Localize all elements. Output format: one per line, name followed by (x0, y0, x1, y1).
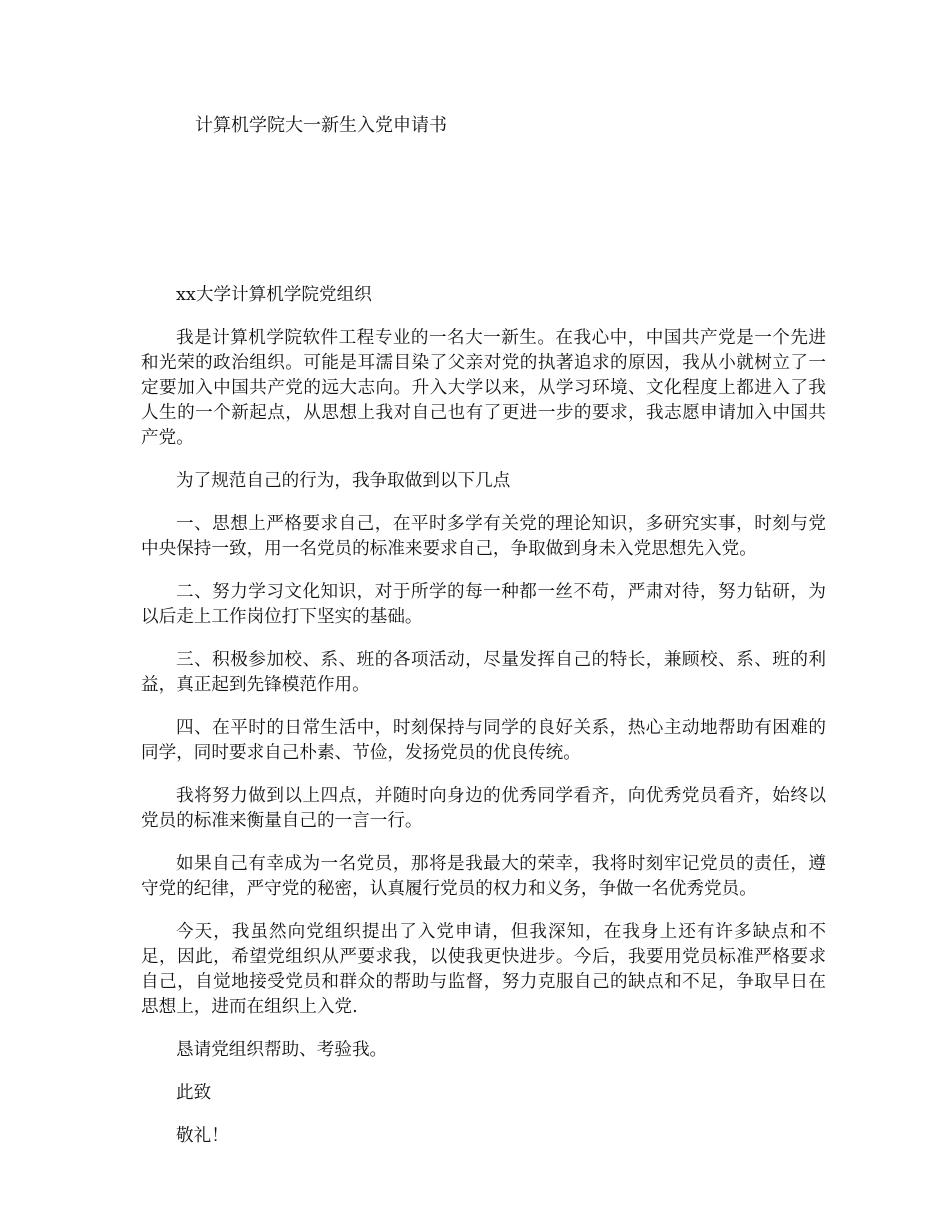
paragraph-self-reflection: 今天，我虽然向党组织提出了入党申请，但我深知，在我身上还有许多缺点和不足，因此，希望党组织从严要求我，以使我更快进步。今后，我要用党员标准严格要求自己，自觉地接受党员和群众的帮助与监督，努力克服自己的缺点和不足，争取早日在思想上，进而在组织上入党. (141, 922, 826, 1017)
addressee-line: xx大学计算机学院党组织 (176, 285, 372, 305)
paragraph-commitment: 我将努力做到以上四点，并随时向身边的优秀同学看齐，向优秀党员看齐，始终以党员的标准来衡量自己的一言一行。 (141, 786, 826, 831)
paragraph-point-2: 二、努力学习文化知识，对于所学的每一种都一丝不苟，严肃对待，努力钻研，为以后走上工作岗位打下坚实的基础。 (141, 582, 826, 627)
paragraph-honor: 如果自己有幸成为一名党员，那将是我最大的荣幸，我将时刻牢记党员的责任，遵守党的纪律，严守党的秘密，认真履行党员的权力和义务，争做一名优秀党员。 (141, 854, 826, 899)
paragraph-request: 恳请党组织帮助、考验我。 (176, 1040, 388, 1060)
document-title: 计算机学院大一新生入党申请书 (195, 115, 447, 136)
paragraph-point-1: 一、思想上严格要求自己，在平时多学有关党的理论知识，多研究实事，时刻与党中央保持一致，用一名党员的标准来要求自己，争取做到身未入党思想先入党。 (141, 514, 826, 559)
paragraph-goals-lead: 为了规范自己的行为，我争取做到以下几点 (176, 471, 511, 491)
document-body (141, 283, 826, 1167)
paragraph-point-3: 三、积极参加校、系、班的各项活动，尽量发挥自己的特长，兼顾校、系、班的利益，真正起到先锋模范作用。 (141, 650, 826, 695)
paragraph-intro: 我是计算机学院软件工程专业的一名大一新生。在我心中，中国共产党是一个先进和光荣的政治组织。可能是耳濡目染了父亲对党的执著追求的原因，我从小就树立了一定要加入中国共产党的远大志向。升入大学以来，从学习环境、文化程度上都进入了我人生的一个新起点，从思想上我对自己也有了更进一步的要求，我志愿申请加入中国共产党。 (141, 328, 826, 448)
paragraph-point-4: 四、在平时的日常生活中，时刻保持与同学的良好关系，热心主动地帮助有困难的同学，同时要求自己朴素、节俭，发扬党员的优良传统。 (141, 718, 826, 763)
closing-regards: 敬礼！ (176, 1126, 229, 1146)
closing-salutation: 此致 (176, 1083, 212, 1103)
